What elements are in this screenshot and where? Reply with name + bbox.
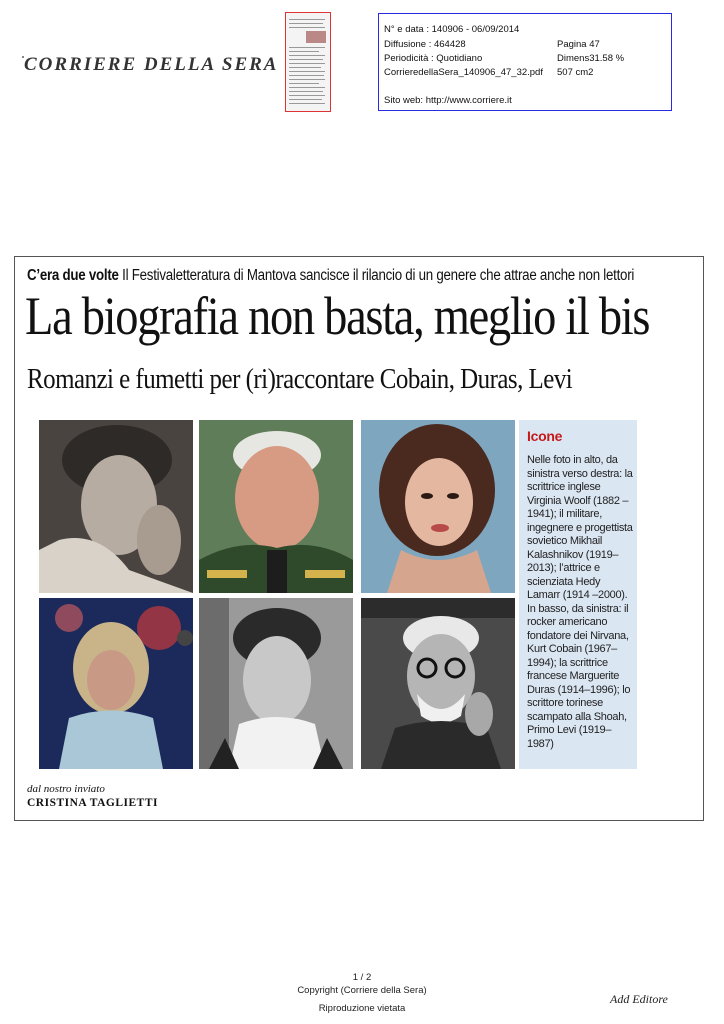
info-sito[interactable]: Sito web: http://www.corriere.it [384, 95, 512, 106]
photo-mikhail-kalashnikov [199, 420, 353, 593]
caption-text: Nelle foto in alto, da sinistra verso destra: la scrittrice inglese Virginia Woolf (1882 –1941); il militare, ingegnere e progettista sovietico Mikhail Kalashnikov (1919–2013); l’attrice e scienziata Hedy Lamarr (1914 –2000). In basso, da sinistra: il rocker americano fondatore dei Nirvana, Kurt Cobain (1967–1994); la scrittrice francese Marguerite Duras (1914–1996); lo scrittore torinese scampato alla Shoah, Primo Levi (1919–1987) [527, 454, 633, 750]
info-periodicita: Periodicità : Quotidiano [384, 53, 483, 64]
subheadline: Romanzi e fumetti per (ri)raccontare Cobain, Duras, Levi [27, 363, 573, 395]
article-clipping [14, 256, 704, 821]
caption-title: Icone [527, 428, 563, 444]
footer-page-number: 1 / 2 [352, 972, 372, 983]
info-date: N° e data : 140906 - 06/09/2014 [384, 24, 520, 35]
kicker-text: Il Festivaletteratura di Mantova sancisce il rilancio di un genere che attrae anche non lettori [122, 267, 635, 284]
photo-marguerite-duras [199, 598, 353, 769]
footer-editor: Add Editore [610, 992, 668, 1006]
photo-virginia-woolf [39, 420, 193, 593]
info-dimens: Dimens31.58 % [557, 53, 625, 64]
headline: La biografia non basta, meglio il bis [25, 286, 650, 346]
byline-author: CRISTINA TAGLIETTI [27, 797, 158, 809]
info-file: CorrieredellaSera_140906_47_32.pdf [384, 67, 543, 78]
footer-copyright: Copyright (Corriere della Sera) [297, 985, 427, 996]
page-thumbnail[interactable] [285, 12, 331, 112]
info-diffusione: Diffusione : 464428 [384, 39, 466, 50]
photo-hedy-lamarr [361, 420, 515, 593]
info-pagina: Pagina 47 [557, 39, 600, 50]
kicker-label: C’era due volte [27, 267, 119, 284]
caption-box [519, 420, 637, 769]
photo-kurt-cobain [39, 598, 193, 769]
photo-primo-levi [361, 598, 515, 769]
publication-info-box [378, 13, 672, 111]
info-area: 507 cm2 [557, 67, 594, 78]
byline-prefix: dal nostro inviato [27, 783, 105, 795]
masthead-logo: CORRIERE DELLA SERA [24, 54, 279, 75]
kicker [27, 267, 634, 285]
footer-reproduction: Riproduzione vietata [318, 1003, 406, 1014]
